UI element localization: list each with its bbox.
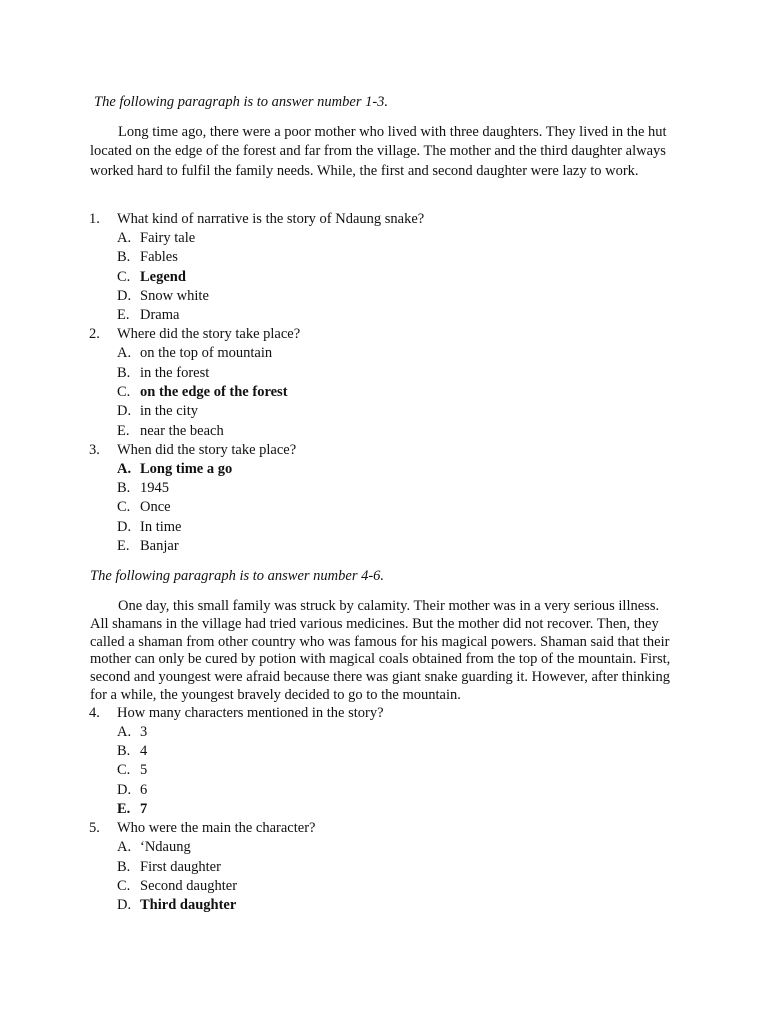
option-letter: B. [117, 480, 131, 496]
section-1-instruction: The following paragraph is to answer number 1-3. [94, 94, 389, 110]
option-letter: A. [117, 461, 132, 477]
option-5a [117, 839, 191, 856]
option-text: in the city [140, 403, 198, 419]
question-text: How many characters mentioned in the story? [117, 705, 384, 721]
option-text: 1945 [140, 480, 169, 496]
option-text: Second daughter [140, 878, 238, 894]
option-letter: C. [117, 762, 131, 778]
option-letter: B. [117, 365, 131, 381]
option-5c [117, 878, 237, 895]
option-text-answer: Third daughter [140, 897, 237, 913]
option-3b [117, 480, 169, 497]
question-number: 2. [89, 326, 100, 342]
option-1d [117, 288, 209, 305]
option-4e [117, 801, 147, 818]
option-4d [117, 782, 147, 799]
question-number: 3. [89, 442, 100, 458]
option-4a [117, 724, 147, 741]
option-letter: A. [117, 724, 132, 740]
option-5d [117, 897, 236, 914]
option-5b [117, 859, 221, 876]
option-letter: E. [117, 423, 130, 439]
option-letter: E. [117, 801, 131, 817]
option-letter: E. [117, 307, 130, 323]
option-letter: D. [117, 288, 132, 304]
section-2-paragraph: One day, this small family was struck by calamity. Their mother was in a very serious illness. All shamans in the village had tried various medicines. But the mother did not recover. Then, they called a shaman from other country who was famous for his magical powers. Shaman said that their mother can only be cured by potion with magical coals obtained from the top of the mountain. First, second and youngest were afraid because there was giant snake guarding it. However, after thinking for a while, the youngest bravely decided to go to the mountain. [90, 598, 671, 703]
option-text: Fairy tale [140, 230, 196, 246]
question-number: 1. [89, 211, 100, 227]
option-text: 3 [140, 724, 148, 740]
option-text: ‘Ndaung [140, 839, 191, 855]
option-letter: B. [117, 249, 131, 265]
option-text: Snow white [140, 288, 209, 304]
option-text: 5 [140, 762, 148, 778]
question-text: When did the story take place? [117, 442, 297, 458]
question-text: Who were the main the character? [117, 820, 316, 836]
option-text: In time [140, 519, 182, 535]
question-number: 4. [89, 705, 100, 721]
option-text: 4 [140, 743, 148, 759]
option-3c [117, 499, 171, 516]
option-text-answer: 7 [140, 801, 148, 817]
option-1b [117, 249, 178, 266]
section-2-instruction: The following paragraph is to answer number 4-6. [90, 568, 385, 584]
option-4b [117, 743, 147, 760]
option-3a [117, 461, 232, 478]
section-1-paragraph: Long time ago, there were a poor mother who lived with three daughters. They lived in the hut located on the edge of the forest and far from the village. The mother and the third daughter always worked hard to fulfil the family needs. While, the first and second daughter were lazy to work. [90, 124, 667, 179]
option-letter: B. [117, 743, 131, 759]
option-text: near the beach [140, 423, 224, 439]
option-2c [117, 384, 288, 401]
option-1e [117, 307, 179, 324]
option-2d [117, 403, 198, 420]
option-text: 6 [140, 782, 148, 798]
option-text-answer: on the edge of the forest [140, 384, 288, 400]
option-text: in the forest [140, 365, 210, 381]
option-3d [117, 519, 181, 536]
option-text: First daughter [140, 859, 221, 875]
option-letter: C. [117, 269, 131, 285]
question-text: Where did the story take place? [117, 326, 301, 342]
option-text-answer: Long time a go [140, 461, 233, 477]
option-letter: B. [117, 859, 131, 875]
option-letter: E. [117, 538, 130, 554]
option-letter: D. [117, 403, 132, 419]
option-letter: A. [117, 839, 132, 855]
option-text: Fables [140, 249, 178, 265]
option-text: Drama [140, 307, 180, 323]
option-2b [117, 365, 209, 382]
option-letter: C. [117, 384, 131, 400]
question-text: What kind of narrative is the story of Ndaung snake? [117, 211, 425, 227]
option-text: Banjar [140, 538, 179, 554]
option-letter: D. [117, 782, 132, 798]
option-text: Once [140, 499, 171, 515]
option-4c [117, 762, 147, 779]
option-text: on the top of mountain [140, 345, 273, 361]
option-letter: C. [117, 499, 131, 515]
question-number: 5. [89, 820, 100, 836]
option-1a [117, 230, 195, 247]
option-3e [117, 538, 179, 555]
option-1c [117, 269, 186, 286]
option-2a [117, 345, 272, 362]
option-letter: D. [117, 519, 132, 535]
option-letter: D. [117, 897, 132, 913]
option-2e [117, 423, 224, 440]
option-letter: C. [117, 878, 131, 894]
option-text-answer: Legend [140, 269, 186, 285]
option-letter: A. [117, 230, 132, 246]
option-letter: A. [117, 345, 132, 361]
